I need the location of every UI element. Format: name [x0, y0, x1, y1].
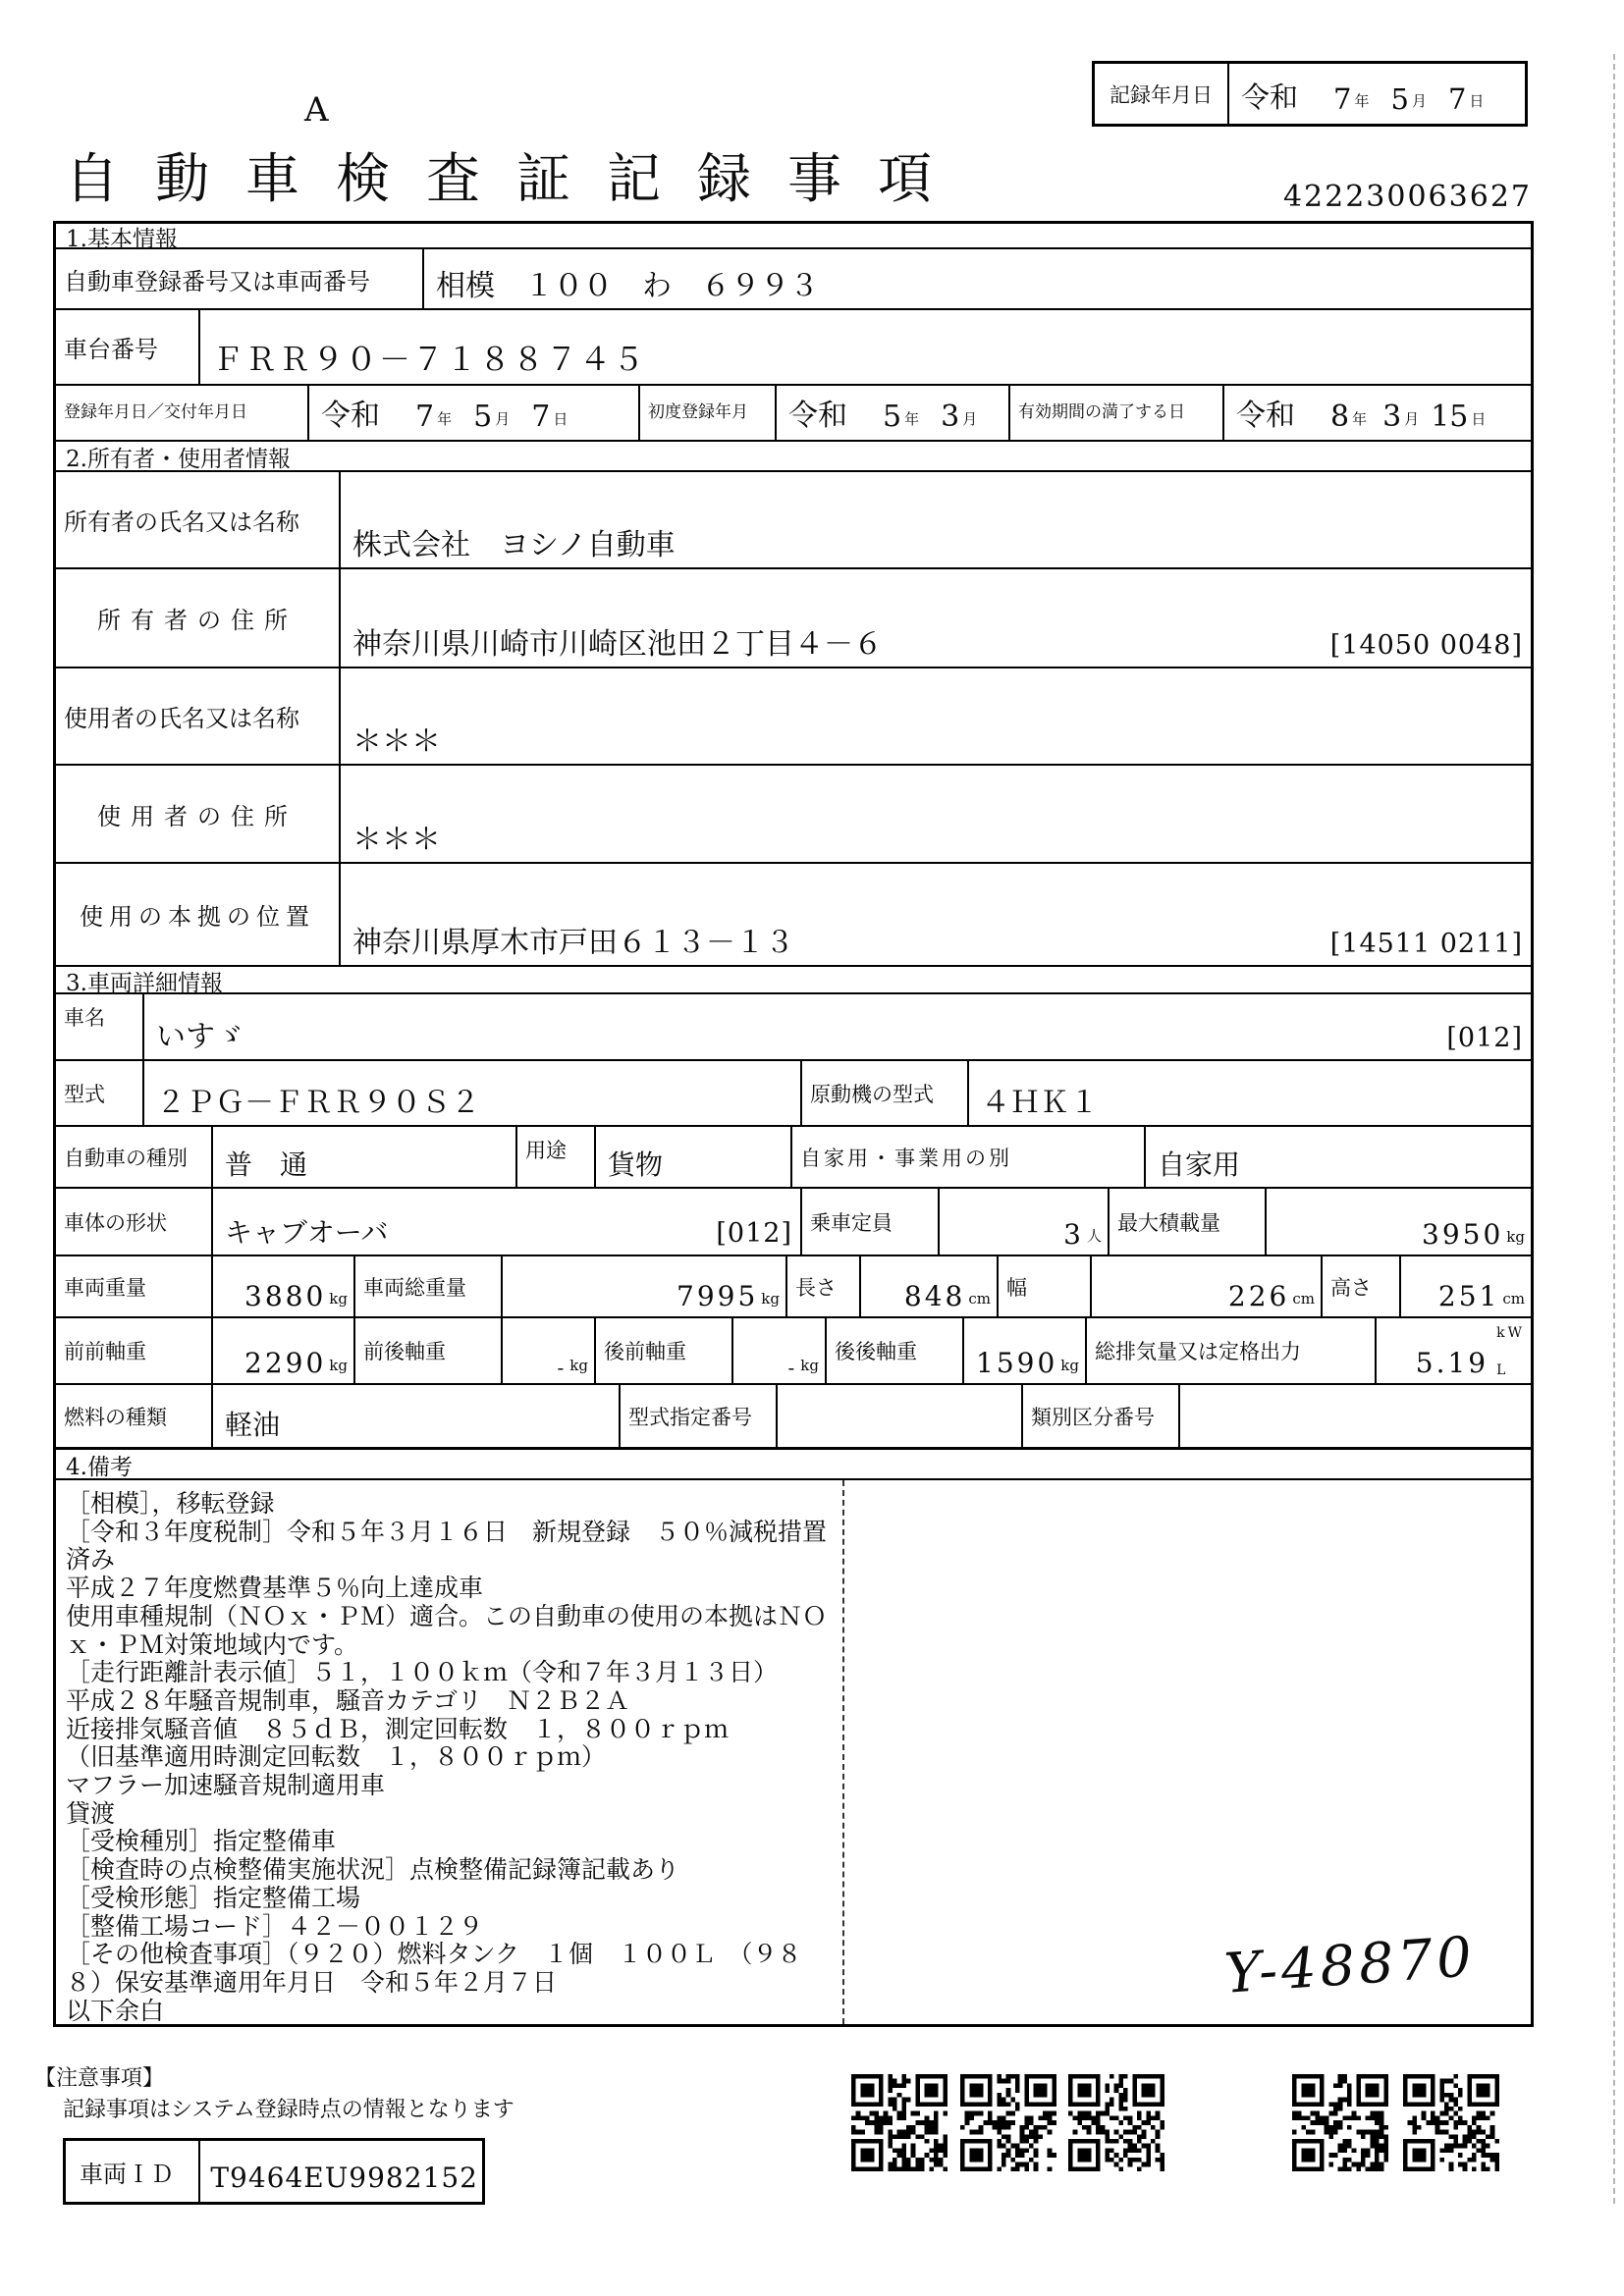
body-shape-code: [012]: [716, 1218, 792, 1249]
reg-date-value: 令和 7 年 5 月 7 日: [309, 386, 640, 440]
first-reg-label: 初度登録年月: [640, 386, 777, 440]
axle-fr-value: - kg: [503, 1318, 596, 1383]
axle-rf-value: - kg: [733, 1318, 827, 1383]
fuel-value: 軽油: [213, 1385, 621, 1447]
record-date-month: 5: [1390, 82, 1409, 116]
class-number-label: 類別区分番号: [1023, 1385, 1180, 1447]
remarks-line: （旧基準適用時測定回転数 １，８００ｒｐｍ）: [66, 1742, 607, 1772]
owner-address-value: 神奈川県川崎市川崎区池田２丁目４－６ [14050 0048]: [352, 627, 1523, 662]
remarks-line: ［相模］，移転登録: [66, 1489, 275, 1518]
axle-rf-label: 後前軸重: [596, 1318, 733, 1383]
user-name-label: 使用者の氏名又は名称: [56, 668, 341, 764]
qr-code: [1068, 2074, 1164, 2171]
displacement-value: 5.19 kW L: [1415, 1325, 1525, 1379]
qr-code: [1292, 2074, 1388, 2171]
model-value: ２ＰＧ－ＦＲＲ９０Ｓ２: [144, 1061, 802, 1125]
remarks-line: 使用車種規制（ＮＯｘ・ＰＭ）適合。この自動車の使用の本拠はＮＯ: [66, 1601, 828, 1630]
weight-value: 3880 kg: [213, 1256, 355, 1316]
reg-number-label: 自動車登録番号又は車両番号: [56, 249, 424, 308]
axle-ff-value: 2290 kg: [213, 1318, 355, 1383]
category-value: 普 通: [213, 1127, 517, 1187]
length-value: 848 cm: [861, 1256, 999, 1316]
section1-header: 1.基本情報: [66, 226, 178, 252]
expiry-value: 令和 8 年 3 月 15 日: [1236, 399, 1487, 434]
category-label: 自動車の種別: [56, 1127, 213, 1187]
base-location-value: 神奈川県厚木市戸田６１３－１３ [14511 0211]: [352, 926, 1523, 960]
record-date-day: 7: [1447, 82, 1467, 116]
main-table: [53, 221, 1534, 2027]
notice-text: 記録事項はシステム登録時点の情報となります: [63, 2098, 514, 2122]
displacement-units: kW L: [1496, 1325, 1525, 1378]
chassis-value: ＦＲＲ９０－７１８８７４５: [212, 341, 647, 378]
private-business-value: 自家用: [1158, 1148, 1241, 1181]
use-value: 貨物: [596, 1127, 792, 1187]
user-address-value: ＊＊＊: [352, 823, 441, 857]
chassis-label: 車台番号: [56, 310, 200, 384]
record-date-box: [1092, 61, 1528, 127]
qr-code: [1403, 2074, 1499, 2171]
body-shape-value: キャブオーバ [012]: [213, 1189, 802, 1255]
remarks-line: 平成２８年騒音規制車，騒音カテゴリ Ｎ２Ｂ２Ａ: [66, 1685, 630, 1715]
vehicle-id-box: [63, 2138, 485, 2205]
remarks-line: ｘ・ＰＭ対策地域内です。: [66, 1629, 359, 1659]
record-date-label: 記録年月日: [1095, 64, 1229, 124]
remarks-line: ８）保安基準適用年月日 令和５年２月７日: [66, 1967, 558, 1997]
owner-address-code: [14050 0048]: [1329, 630, 1523, 661]
section3-header: 3.車両詳細情報: [66, 970, 223, 996]
max-load-value: 3950 kg: [1422, 1218, 1525, 1251]
reg-date-label: 登録年月日／交付年月日: [56, 386, 309, 440]
page-marker: A: [304, 90, 329, 130]
vehicle-id-value: T9464EU9982152: [210, 2162, 478, 2194]
owner-address-label: 所有者の住所: [56, 569, 341, 667]
weight-label: 車両重量: [56, 1256, 213, 1316]
record-date-era: 令和: [1241, 80, 1299, 114]
class-number-value: [1180, 1385, 1531, 1447]
axle-ff-label: 前前軸重: [56, 1318, 213, 1383]
width-value: 226 cm: [1092, 1256, 1323, 1316]
vehicle-name-code: [012]: [1446, 1023, 1523, 1053]
displacement-label: 総排気量又は定格出力: [1087, 1318, 1377, 1383]
remarks-line: 貸渡: [66, 1798, 116, 1828]
user-name-value: ＊＊＊: [352, 724, 441, 759]
axle-fr-label: 前後軸重: [355, 1318, 503, 1383]
remarks-text: [66, 1490, 851, 2025]
scan-edge-line: [1613, 54, 1615, 2204]
remarks-line: ［走行距離計表示値］５１，１００ｋｍ（令和７年３月１３日）: [66, 1658, 779, 1687]
height-label: 高さ: [1323, 1256, 1401, 1316]
section2-header: 2.所有者・使用者情報: [66, 447, 291, 472]
remarks-line: ［その他検査事項］（９２０）燃料タンク １個 １００Ｌ （９８: [66, 1940, 802, 1969]
use-label: 用途: [517, 1127, 596, 1187]
record-date-year: 7: [1333, 82, 1352, 116]
gross-weight-label: 車両総重量: [355, 1256, 503, 1316]
first-reg-value: 令和 5 年 3 月: [777, 386, 1010, 440]
reg-number-value: 相模 １００ わ ６９９３: [436, 269, 819, 303]
owner-name-value: 株式会社 ヨシノ自動車: [352, 528, 676, 562]
vehicle-name-label: 車名: [56, 994, 144, 1059]
private-business-label: 自家用・事業用の別: [792, 1127, 1146, 1187]
base-location-code: [14511 0211]: [1329, 929, 1523, 959]
gross-weight-value: 7995 kg: [503, 1256, 787, 1316]
remarks-line: ［検査時の点検整備実施状況］点検整備記録簿記載あり: [66, 1855, 680, 1885]
handwritten-note: Y-48870: [1222, 1925, 1478, 2006]
qr-code: [851, 2074, 947, 2171]
max-load-label: 最大積載量: [1110, 1189, 1267, 1255]
engine-value: ４ＨＫ１: [981, 1086, 1099, 1120]
body-shape-label: 車体の形状: [56, 1189, 213, 1255]
remarks-line: ［令和３年度税制］令和５年３月１６日 新規登録 ５０％減税措置: [66, 1517, 828, 1546]
serial-number: 422230063627: [1282, 180, 1532, 214]
remarks-box: [56, 1480, 1531, 2024]
vehicle-name-value: いすゞ [012]: [156, 1020, 1523, 1054]
engine-label: 原動機の型式: [802, 1061, 969, 1125]
notice-title: 【注意事項】: [34, 2066, 165, 2091]
record-date-value: 令和 7 年 5 月 7 日: [1229, 64, 1525, 124]
remarks-line: ［受検形態］指定整備工場: [66, 1883, 361, 1912]
capacity-label: 乗車定員: [802, 1189, 940, 1255]
axle-rr-label: 後後軸重: [827, 1318, 964, 1383]
page-title: 自動車検査証記録事項: [65, 147, 969, 210]
height-value: 251 cm: [1437, 1280, 1525, 1312]
model-label: 型式: [56, 1061, 144, 1125]
remarks-line: 済み: [66, 1545, 116, 1575]
length-label: 長さ: [787, 1256, 861, 1316]
remarks-line: 平成２７年度燃費基準５％向上達成車: [66, 1574, 484, 1603]
qr-code: [960, 2074, 1056, 2171]
type-number-label: 型式指定番号: [621, 1385, 778, 1447]
width-label: 幅: [999, 1256, 1092, 1316]
remarks-line: ［受検種別］指定整備車: [66, 1827, 337, 1856]
remarks-line: 近接排気騒音値 ８５ｄＢ，測定回転数 １，８００ｒｐｍ: [66, 1714, 730, 1743]
remarks-line: 以下余白: [66, 1996, 165, 2025]
type-number-value: [778, 1385, 1023, 1447]
vehicle-id-label: 車両ＩＤ: [66, 2141, 200, 2202]
axle-rr-value: 1590 kg: [964, 1318, 1087, 1383]
user-address-label: 使用者の住所: [56, 766, 341, 862]
expiry-label: 有効期間の満了する日: [1010, 386, 1224, 440]
capacity-value: 3 人: [940, 1189, 1110, 1255]
section4-header: 4.備考: [66, 1455, 133, 1480]
remarks-line: マフラー加速騒音規制適用車: [66, 1771, 386, 1800]
remarks-line: ［整備工場コード］４２－００１２９: [66, 1911, 484, 1941]
owner-name-label: 所有者の氏名又は名称: [56, 472, 341, 567]
fuel-label: 燃料の種類: [56, 1385, 213, 1447]
remarks-divider-line: [842, 1480, 844, 2024]
base-location-label: 使用の本拠の位置: [56, 864, 341, 965]
